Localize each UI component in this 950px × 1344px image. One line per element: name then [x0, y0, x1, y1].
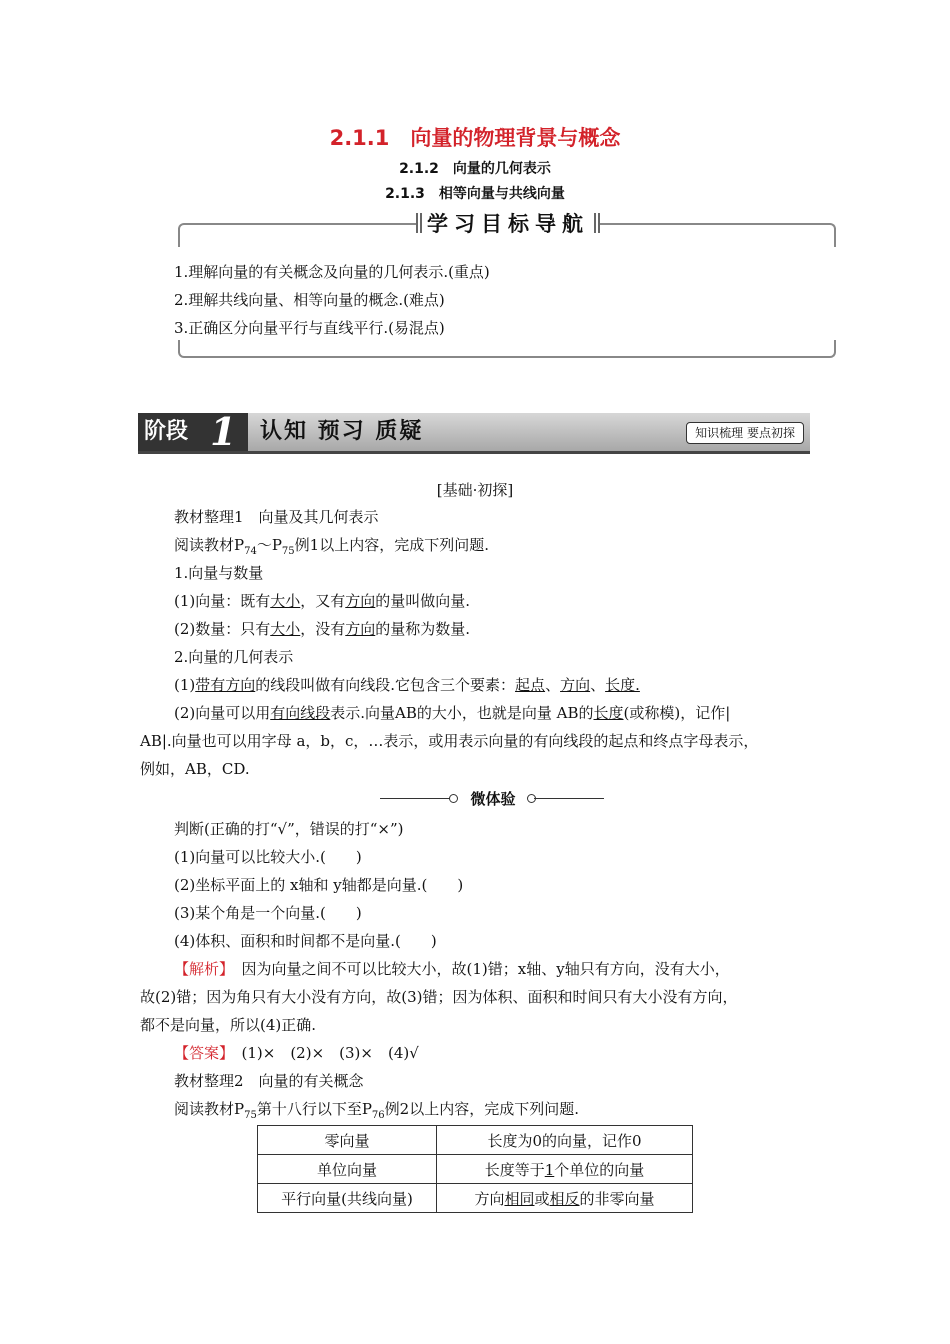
question: (1)向量可以比较大小.( ) — [174, 848, 362, 866]
subtitle-2: 2.1.3 相等向量与共线向量 — [385, 186, 565, 202]
concept-definition: 长度为0的向量，记作0 — [437, 1126, 693, 1155]
concepts-table — [257, 1125, 693, 1213]
concept-name: 单位向量 — [258, 1155, 437, 1184]
text-line: 例如，AB，CD. — [140, 760, 250, 778]
text-line: (1)带有方向的线段叫做有向线段.它包含三个要素：起点、方向、长度. — [174, 676, 640, 694]
exercise-prompt: 判断(正确的打“√”，错误的打“×”) — [174, 820, 404, 838]
answer-label: 【答案】 — [174, 1044, 227, 1062]
box-bottom-border — [178, 340, 836, 358]
question: (2)坐标平面上的 x轴和 y轴都是向量.( ) — [174, 876, 464, 894]
stage-tag: 知识梳理 要点初探 — [686, 422, 804, 444]
text-line: AB|.向量也可以用字母 a，b，c，…表示，或用表示向量的有向线段的起点和终点字母表示， — [140, 732, 759, 750]
subheading: 2.向量的几何表示 — [174, 648, 294, 666]
table-row — [258, 1184, 693, 1213]
text-line: (2)数量：只有大小，没有方向的量称为数量. — [174, 620, 471, 638]
table-row — [258, 1155, 693, 1184]
analysis-line: 都不是向量，所以(4)正确. — [140, 1016, 317, 1034]
page-title: 2.1.1 向量的物理背景与概念 — [329, 126, 621, 150]
table-row — [258, 1126, 693, 1155]
text-line: (2)向量可以用有向线段表示.向量AB的大小，也就是向量 AB的长度(或称模)，记作| — [174, 704, 731, 722]
concept-name: 平行向量(共线向量) — [258, 1184, 437, 1213]
divider-dot — [449, 794, 458, 803]
stage-number: 1 — [210, 409, 237, 454]
text-line: (1)向量：既有大小，又有方向的量叫做向量. — [174, 592, 471, 610]
subheading: 1.向量与数量 — [174, 564, 264, 582]
stage-label: 阶段 — [138, 413, 248, 451]
micro-title: 微体验 — [470, 790, 516, 808]
concept-name: 零向量 — [258, 1126, 437, 1155]
analysis-label: 【解析】 — [174, 960, 227, 978]
divider-line — [380, 798, 450, 799]
section-heading: 教材整理1 向量及其几何表示 — [174, 508, 379, 526]
question: (4)体积、面积和时间都不是向量.( ) — [174, 932, 437, 950]
basics-label: [基础·初探] — [436, 481, 514, 499]
stage-banner — [138, 409, 810, 454]
micro-divider — [0, 787, 950, 811]
objective-item: 1.理解向量的有关概念及向量的几何表示.(重点) — [174, 263, 490, 281]
objectives-title: 学习目标导航 — [418, 208, 598, 238]
analysis-line: 【解析】 因为向量之间不可以比较大小，故(1)错；x轴、y轴只有方向，没有大小， — [174, 960, 730, 978]
reading-instruction: 阅读教材$P_{74}\sim P_{75}$例1以上内容，完成下列问题. — [174, 536, 489, 557]
subtitle-1: 2.1.2 向量的几何表示 — [399, 161, 551, 177]
objective-item: 2.理解共线向量、相等向量的概念.(难点) — [174, 291, 445, 309]
concept-definition: 长度等于1个单位的向量 — [437, 1155, 693, 1184]
section-heading: 教材整理2 向量的有关概念 — [174, 1072, 364, 1090]
reading-instruction: 阅读教材$P_{75}$第十八行以下至$P_{76}$例2以上内容，完成下列问题. — [174, 1100, 579, 1121]
divider-line — [534, 798, 604, 799]
stage-title: 认知 预习 质疑 — [260, 419, 424, 444]
question: (3)某个角是一个向量.( ) — [174, 904, 362, 922]
objective-item: 3.正确区分向量平行与直线平行.(易混点) — [174, 319, 445, 337]
analysis-line: 故(2)错；因为角只有大小没有方向，故(3)错；因为体积、面积和时间只有大小没有方向， — [140, 988, 738, 1006]
answer-line: 【答案】 (1)× (2)× (3)× (4)√ — [174, 1044, 419, 1062]
concept-definition: 方向相同或相反的非零向量 — [437, 1184, 693, 1213]
